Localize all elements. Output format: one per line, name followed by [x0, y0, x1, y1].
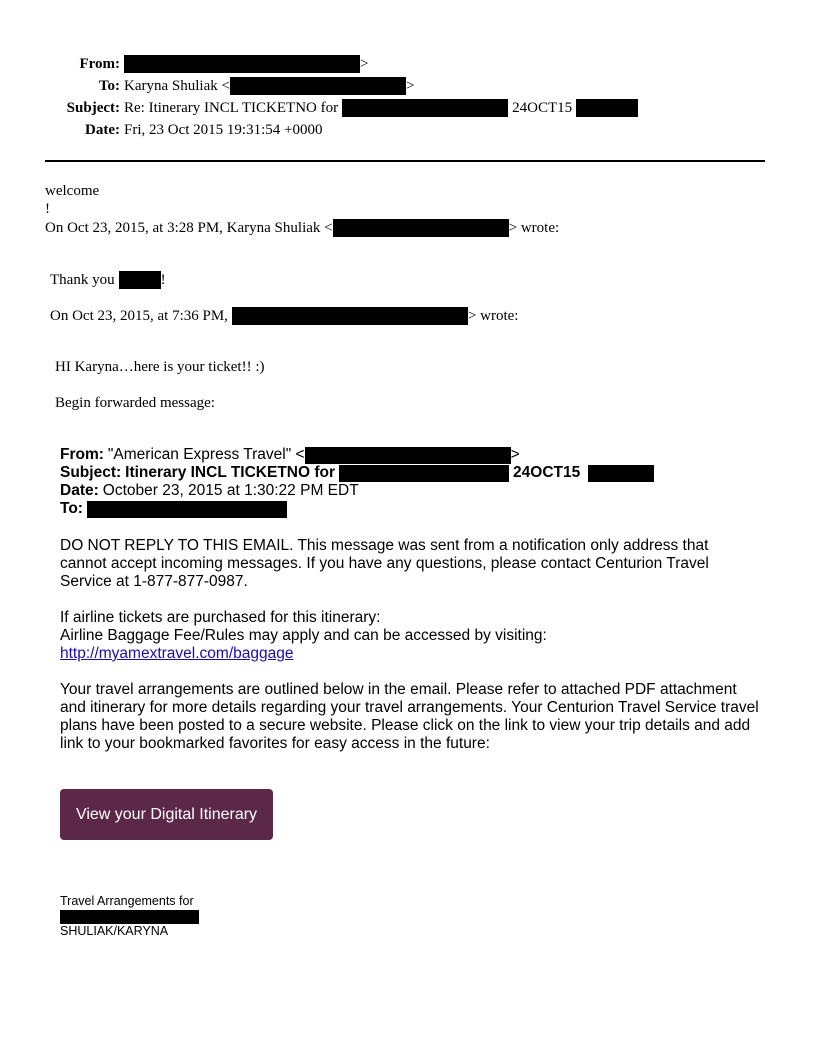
- quote1-prefix: On Oct 23, 2015, at 3:28 PM, Karyna Shuliak <: [45, 219, 333, 236]
- redacted-fwd-to-email: [87, 501, 287, 518]
- arrangements-paragraph: [60, 681, 760, 753]
- fwd-subject-date: 24OCT15: [513, 464, 581, 481]
- redacted-recipient-email: [230, 77, 406, 95]
- welcome-text: welcome: [45, 183, 100, 199]
- baggage-line2: Airline Baggage Fee/Rules may apply and can be accessed by visiting:: [60, 627, 547, 644]
- quote2-attribution: [50, 307, 518, 325]
- fwd-date-label: Date:: [60, 482, 99, 499]
- subject-label: Subject:: [66, 100, 120, 116]
- forwarded-header: [60, 446, 760, 518]
- header-from-row: [0, 53, 816, 75]
- begin-forwarded-text: Begin forwarded message:: [55, 395, 215, 411]
- do-not-reply-text: DO NOT REPLY TO THIS EMAIL. This message was sent from a notification only address that cannot accept incoming messages. If you have any questions, please contact Centurion Travel Service at 1-877-877-0987.: [60, 537, 709, 590]
- thank-bang: !: [160, 271, 166, 288]
- to-suffix: >: [405, 78, 415, 94]
- subject-prefix: Re: Itinerary INCL TICKETNO for: [124, 100, 339, 116]
- redacted-thank-name: [119, 271, 161, 289]
- quote2-prefix: On Oct 23, 2015, at 7:36 PM,: [50, 307, 228, 324]
- traveler-name: SHULIAK/KARYNA: [60, 924, 169, 938]
- to-name: Karyna Shuliak <: [124, 78, 230, 94]
- thank-you-text: Thank you: [50, 271, 115, 288]
- email-header: [0, 53, 816, 141]
- redacted-traveler-info: [60, 910, 199, 924]
- header-to-row: [0, 75, 816, 97]
- redacted-fwd-from-email: [305, 447, 511, 464]
- fwd-from-suffix: >: [510, 446, 520, 463]
- date-label: Date:: [85, 122, 120, 138]
- view-digital-itinerary-label: View your Digital Itinerary: [75, 805, 258, 823]
- fwd-to-label: To:: [60, 500, 83, 517]
- do-not-reply-paragraph: [60, 537, 750, 591]
- fwd-subject-value: Itinerary INCL TICKETNO for: [125, 464, 336, 481]
- header-divider: [45, 160, 765, 162]
- fwd-from-label: From:: [60, 446, 104, 463]
- subject-date: 24OCT15: [512, 100, 573, 116]
- redacted-traveler-line: [60, 910, 199, 924]
- date-value: Fri, 23 Oct 2015 19:31:54 +0000: [124, 122, 323, 138]
- header-subject-row: [0, 97, 816, 119]
- baggage-paragraph: [60, 609, 760, 663]
- redacted-fwd-subject-code: [588, 465, 654, 482]
- from-suffix: >: [360, 56, 369, 72]
- fwd-subject-label: Subject:: [60, 464, 122, 481]
- baggage-link[interactable]: http://myamextravel.com/baggage: [60, 645, 294, 662]
- arrangements-text: Your travel arrangements are outlined below in the email. Please refer to attached PDF attachment and itinerary for more details regarding your travel arrangements. Your Centurion Travel Service travel plans have been posted to a secure website. Please click on the link to view your trip details and add link to your bookmarked favorites for easy access in the future:: [60, 681, 759, 752]
- fwd-subject-row: [60, 464, 760, 482]
- redacted-subject-name: [342, 99, 508, 117]
- quote1-attribution: [45, 219, 559, 237]
- to-label: To:: [98, 78, 120, 94]
- redacted-subject-code: [576, 99, 638, 117]
- fwd-date-value: October 23, 2015 at 1:30:22 PM EDT: [102, 482, 359, 499]
- fwd-date-row: [60, 482, 760, 500]
- fwd-from-value: "American Express Travel" <: [107, 446, 305, 463]
- redacted-quote2-sender: [232, 307, 468, 325]
- fwd-to-row: [60, 500, 760, 518]
- thank-you-line: [50, 271, 166, 289]
- redacted-fwd-subject-name: [339, 465, 509, 482]
- hi-karyna-text: HI Karyna…here is your ticket!! :): [55, 359, 265, 375]
- redacted-sender: [124, 55, 360, 73]
- quote2-suffix: > wrote:: [467, 307, 519, 324]
- quote1-suffix: > wrote:: [508, 219, 560, 236]
- fwd-from-row: [60, 446, 760, 464]
- travel-arrangements-for-label: Travel Arrangements for: [60, 894, 194, 908]
- view-digital-itinerary-button[interactable]: [60, 789, 273, 840]
- header-date-row: [0, 119, 816, 141]
- exclaim-text: !: [45, 201, 50, 217]
- redacted-quote1-email: [333, 219, 509, 237]
- baggage-line1: If airline tickets are purchased for this itinerary:: [60, 609, 381, 626]
- from-label: From:: [79, 56, 120, 72]
